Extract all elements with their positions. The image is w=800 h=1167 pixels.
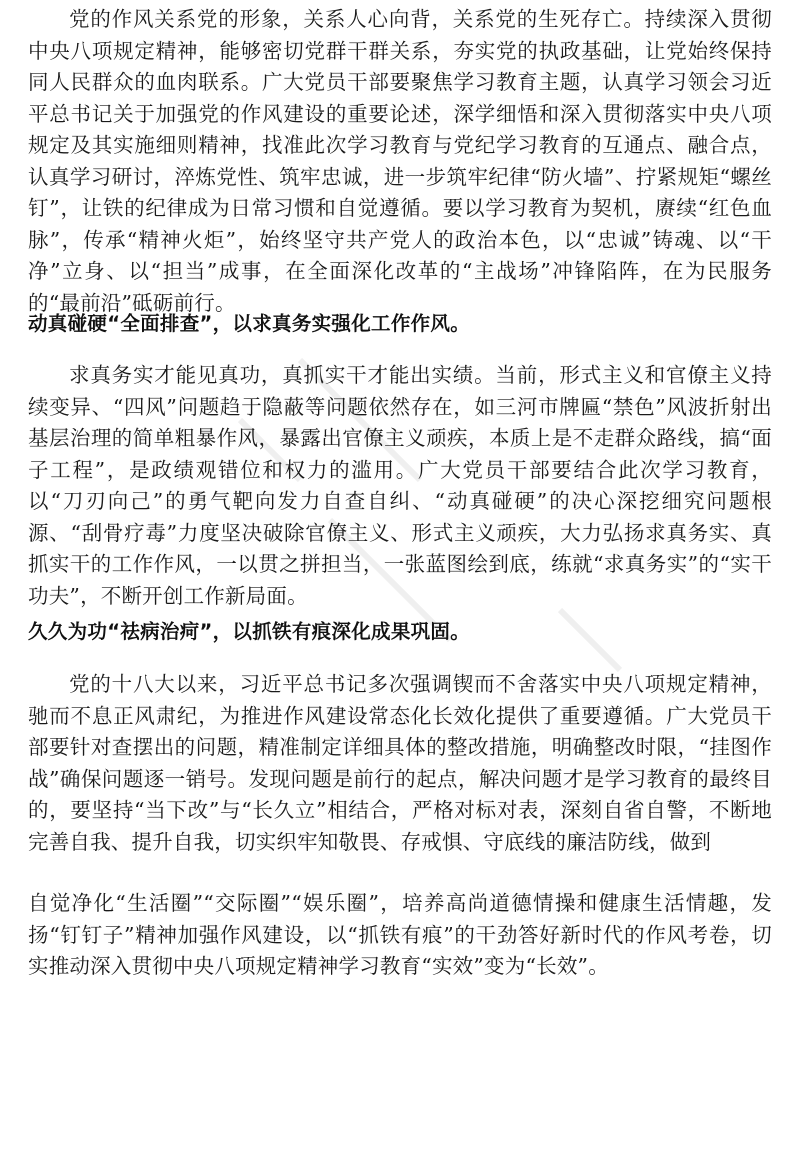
section-heading: 动真碰硬“全面排查”，以求真务实强化工作作风。 bbox=[28, 312, 471, 335]
section-heading: 久久为功“祛病治疴”，以抓铁有痕深化成果巩固。 bbox=[28, 620, 471, 643]
body-paragraph-continued: 自觉净化“生活圈”“交际圈”“娱乐圈”，培养高尚道德情操和健康生活情趣，发扬“钉钉子”精神加强作风建设，以“抓铁有痕”的干劲答好新时代的作风考卷，切实推动深入贯彻中央八项规定精神学习教育“实效”变为“长效”。 bbox=[28, 891, 772, 978]
body-paragraph: 党的作风关系党的形象，关系人心向背，关系党的生死存亡。持续深入贯彻中央八项规定精神，能够密切党群干群关系，夯实党的执政基础，让党始终保持同人民群众的血肉联系。广大党员干部要聚焦学习教育主题，认真学习领会习近平总书记关于加强党的作风建设的重要论述，深学细悟和深入贯彻落实中央八项规定及其实施细则精神，找准此次学习教育与党纪学习教育的互通点、融合点，认真学习研讨，淬炼党性、筑牢忠诚，进一步筑牢纪律“防火墙”、拧紧规矩“螺丝钉”，让铁的纪律成为日常习惯和自觉遵循。要以学习教育为契机，赓续“红色血脉”，传承“精神火炬”，始终坚守共产党人的政治本色，以“忠诚”铸魂、以“干净”立身、以“担当”成事，在全面深化改革的“主战场”冲锋陷阵，在为民服务的“最前沿”砥砺前行。 bbox=[28, 7, 772, 315]
body-paragraph: 党的十八大以来，习近平总书记多次强调锲而不舍落实中央八项规定精神，驰而不息正风肃纪，为推进作风建设常态化长效化提供了重要遵循。广大党员干部要针对查摆出的问题，精准制定详细具体的整改措施，明确整改时限，“挂图作战”确保问题逐一销号。发现问题是前行的起点，解决问题才是学习教育的最终目的，要坚持“当下改”与“长久立”相结合，严格对标对表，深刻自省自警，不断地完善自我、提升自我，切实织牢知敬畏、存戒惧、守底线的廉洁防线，做到 bbox=[28, 672, 772, 854]
body-paragraph: 求真务实才能见真功，真抓实干才能出实绩。当前，形式主义和官僚主义持续变异、“四风”问题趋于隐蔽等问题依然存在，如三河市牌匾“禁色”风波折射出基层治理的简单粗暴作风，暴露出官僚主义顽疾，本质上是不走群众路线，搞“面子工程”，是政绩观错位和权力的滥用。广大党员干部要结合此次学习教育，以“刀刃向己”的勇气靶向发力自查自纠、“动真碰硬”的决心深挖细究问题根源、“刮骨疗毒”力度坚决破除官僚主义、形式主义顽疾，大力弘扬求真务实、真抓实干的工作作风，一以贯之拼担当，一张蓝图绘到底，练就“求真务实”的“实干功夫”，不断开创工作新局面。 bbox=[28, 363, 772, 608]
